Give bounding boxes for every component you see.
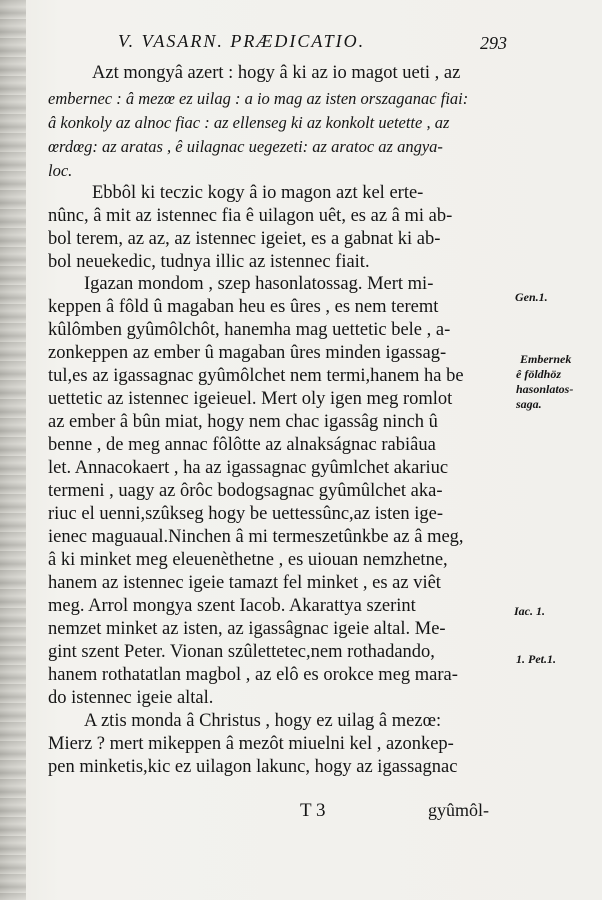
text-line: nemzet minket az isten, az igassâgnac igeie altal. Me- (48, 619, 446, 639)
text-line: embernec : â mezœ ez uilag : a io mag az isten orszaganac fiai: (48, 89, 469, 108)
text-line: bol neuekedic, tudnya illic az istennec fiait. (48, 252, 370, 272)
signature-mark: T 3 (300, 800, 326, 821)
text-line: â ki minket meg eleuenèthetne , es uiouan nemzhetne, (48, 550, 448, 570)
margin-note-ember-4: saga. (516, 397, 542, 411)
text-line: Mierz ? mert mikeppen â mezôt miuelni kel , azonkep- (48, 734, 454, 754)
text-line: Ebbôl ki teczic kogy â io magon azt kel erte- (92, 183, 424, 203)
margin-note-ember-1: Embernek (520, 352, 572, 366)
text-line: uettetic az istennec igeieuel. Mert oly igen meg romlot (48, 389, 453, 409)
text-line: riuc el uenni,szûkseg hogy be uettessûnc,az isten ige- (48, 504, 444, 524)
running-title: V. VASARN. PRÆDICATIO. (118, 31, 366, 51)
text-line: pen minketis,kic ez uilagon lakunc, hogy az igassagnac (48, 757, 458, 777)
text-line: termeni , uagy az ôrôc bodogsagnac gyûmûlchet aka- (48, 481, 443, 501)
text-line: hanem az istennec igeie tamazt fel minket , es az viêt (48, 573, 441, 593)
text-line: kûlômben gyûmôlchôt, hanemha mag uettetic bele , a- (48, 320, 451, 340)
page-gutter (0, 0, 26, 900)
text-line: œrdœg: az aratas , ê uilagnac uegezeti: az aratoc az angya- (48, 137, 443, 156)
text-line: keppen â fôld û magaban heu es ûres , es nem teremt (48, 297, 439, 317)
text-line: az ember â bûn miat, hogy nem chac igassâg ninch û (48, 412, 438, 432)
text-line: loc. (48, 161, 73, 180)
text-line: bol terem, az az, az istennec igeiet, es a gabnat ki ab- (48, 229, 441, 249)
text-line: tul,es az igassagnac gyûmôlchet nem termi,hanem ha be (48, 366, 464, 386)
text-line: meg. Arrol mongya szent Iacob. Akarattya szerint (48, 596, 416, 616)
catchword: gyûmôl- (428, 800, 489, 820)
page-number: 293 (480, 33, 507, 53)
text-line: hanem rothatatlan magbol , az elô es orokce meg mara- (48, 665, 458, 685)
text-line: let. Annacokaert , ha az igassagnac gyûmlchet akariuc (48, 458, 449, 478)
margin-note-ember-3: hasonlatos- (516, 382, 574, 396)
text-line: â konkoly az alnoc fiac : az ellenseg ki az konkolt uetette , az (48, 113, 450, 132)
text-line: nûnc, â mit az istennec fia ê uilagon uêt, es az â mi ab- (48, 206, 453, 226)
text-line: Igazan mondom , szep hasonlatossag. Mert mi- (84, 274, 434, 294)
text-line: gint szent Peter. Vionan szûlettetec,nem rothadando, (48, 642, 435, 662)
text-line: ienec maguaual.Ninchen â mi termeszetûnkbe az â meg, (48, 527, 464, 547)
text-line: Azt mongyâ azert : hogy â ki az io magot ueti , az (92, 63, 461, 83)
margin-note-iac: Iac. 1. (514, 604, 545, 618)
margin-note-pet: 1. Pet.1. (516, 652, 556, 666)
text-line: do istennec igeie altal. (48, 688, 214, 708)
text-line: zonkeppen az ember û magaban ûres minden igassag- (48, 343, 447, 363)
margin-note-gen: Gen.1. (515, 290, 548, 304)
margin-note-ember-2: ê földhöz (516, 367, 561, 381)
text-line: A ztis monda â Christus , hogy ez uilag â mezœ: (84, 711, 442, 731)
text-line: benne , de meg annac fôlôtte az alnakságnac rabiâua (48, 435, 436, 455)
